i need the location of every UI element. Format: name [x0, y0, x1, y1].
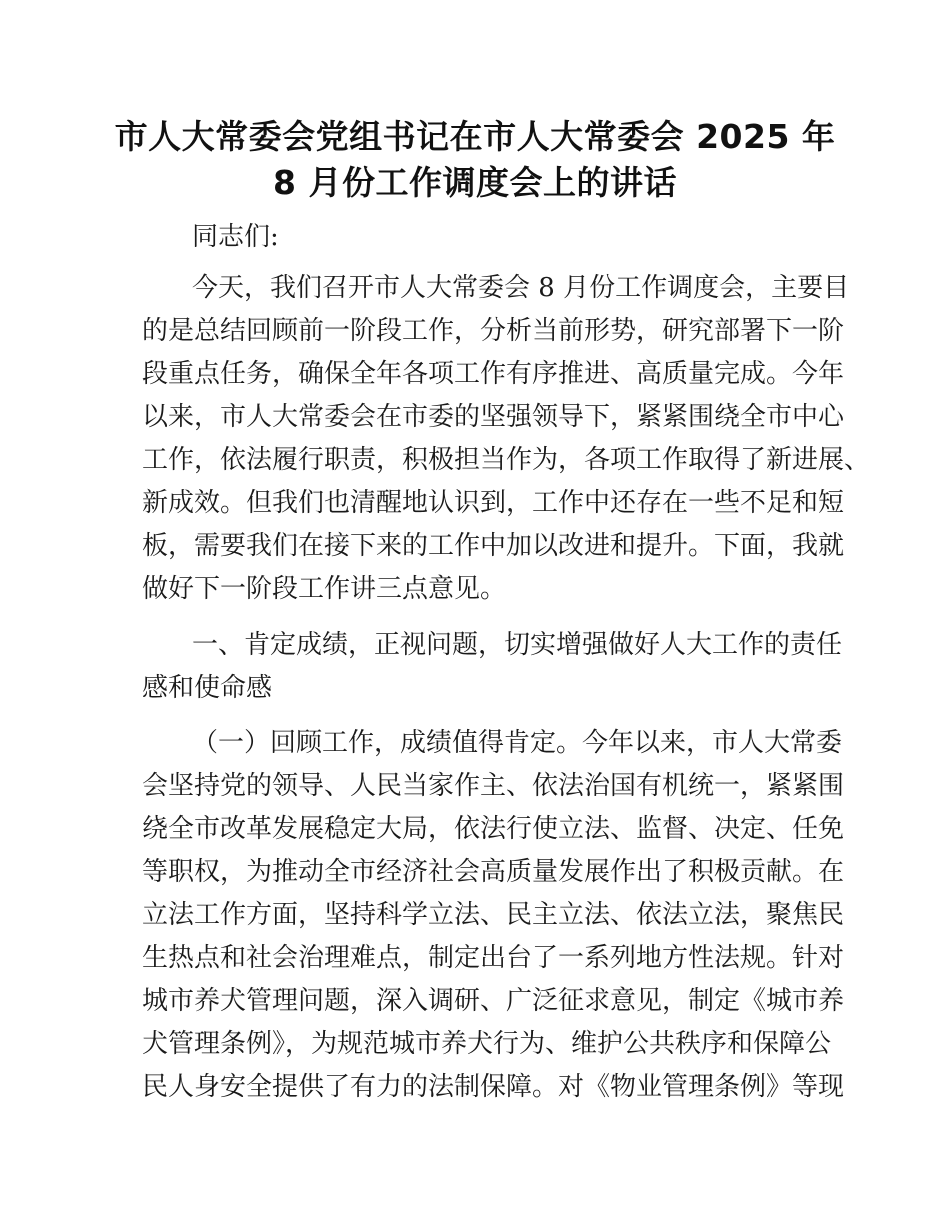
paragraph-2-line: 城市养犬管理问题，深入调研、广泛征求意见，制定《城市养: [142, 986, 845, 1016]
paragraph-1-line: 板，需要我们在接下来的工作中加以改进和提升。下面，我就: [142, 531, 845, 561]
paragraph-2-line: 立法工作方面，坚持科学立法、民主立法、依法立法，聚焦民: [142, 900, 845, 930]
paragraph-2-line: 会坚持党的领导、人民当家作主、依法治国有机统一，紧紧围: [142, 771, 845, 801]
section-heading-1-line: 一、肯定成绩，正视问题，切实增强做好人大工作的责任: [192, 630, 843, 660]
paragraph-1-line: 以来，市人大常委会在市委的坚强领导下，紧紧围绕全市中心: [142, 402, 845, 432]
paragraph-1-line: 的是总结回顾前一阶段工作，分析当前形势，研究部署下一阶: [142, 316, 845, 346]
paragraph-1-line: 新成效。但我们也清醒地认识到，工作中还存在一些不足和短: [142, 488, 845, 518]
paragraph-2-line: 绕全市改革发展稳定大局，依法行使立法、监督、决定、任免: [142, 814, 845, 844]
section-heading-1-line: 感和使命感: [142, 673, 273, 703]
paragraph-2-line: 犬管理条例》，为规范城市养犬行为、维护公共秩序和保障公: [142, 1029, 832, 1059]
document-title-line-2: 8 月份工作调度会上的讲话: [273, 163, 677, 202]
paragraph-1-line: 做好下一阶段工作讲三点意见。: [142, 574, 507, 604]
paragraph-1-line: 今天，我们召开市人大常委会 8 月份工作调度会，主要目: [192, 273, 850, 303]
paragraph-2-line: 生热点和社会治理难点，制定出台了一系列地方性法规。针对: [142, 943, 845, 973]
paragraph-2-line: （一）回顾工作，成绩值得肯定。今年以来，市人大常委: [192, 728, 843, 758]
paragraph-2-line: 等职权，为推动全市经济社会高质量发展作出了积极贡献。在: [142, 857, 845, 887]
document-title-line-1: 市人大常委会党组书记在市人大常委会 2025 年: [114, 117, 836, 156]
paragraph-1-line: 工作，依法履行职责，积极担当作为，各项工作取得了新进展、: [142, 445, 871, 475]
paragraph-1-line: 段重点任务，确保全年各项工作有序推进、高质量完成。今年: [142, 359, 845, 389]
paragraph-2-line: 民人身安全提供了有力的法制保障。对《物业管理条例》等现: [142, 1072, 845, 1102]
salutation: 同志们:: [192, 222, 279, 252]
